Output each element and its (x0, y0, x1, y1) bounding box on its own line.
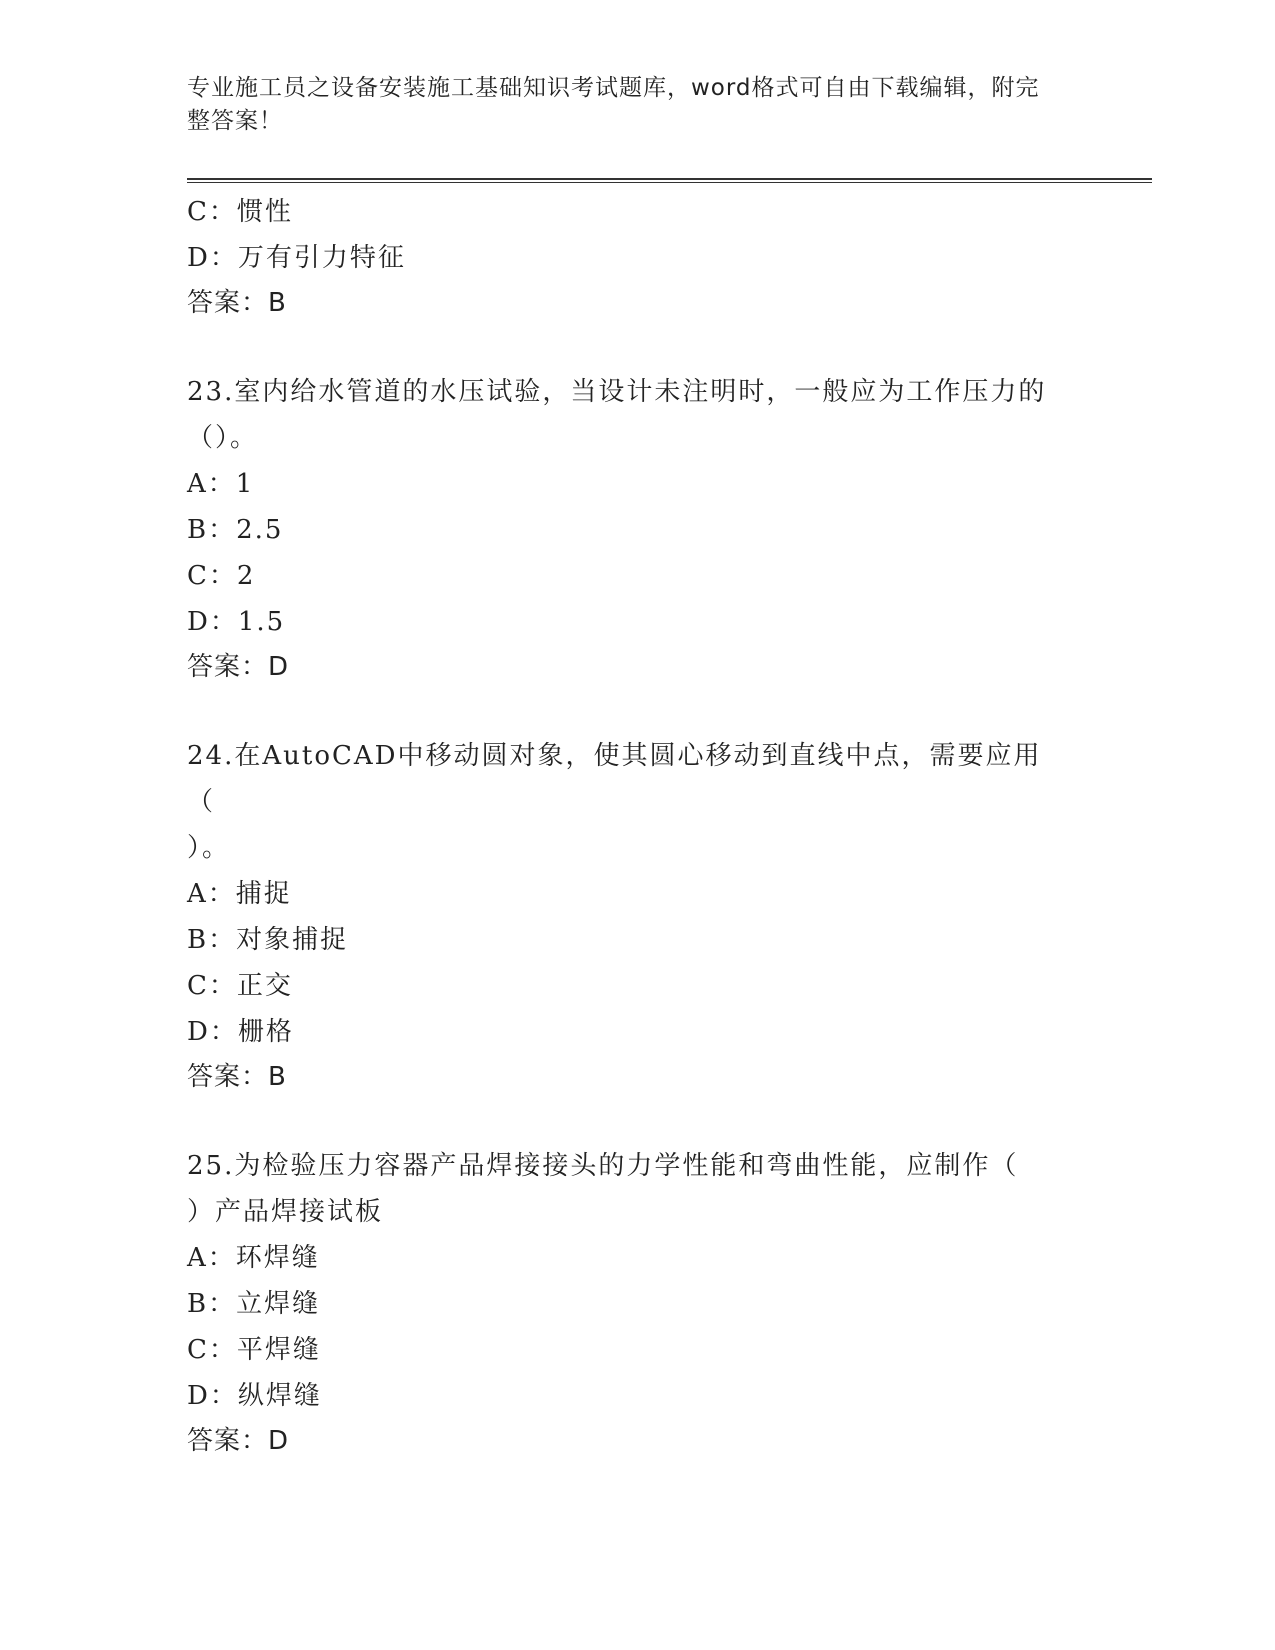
option-a: A：环焊缝 (187, 1243, 320, 1273)
option-b: B：立焊缝 (187, 1289, 321, 1319)
question-stem-line-2: （）。 (187, 423, 259, 453)
option-c: C：惯性 (187, 197, 293, 227)
header-title-line-1: 专业施工员之设备安装施工基础知识考试题库，word格式可自由下载编辑，附完 (187, 75, 1040, 101)
option-d: D：万有引力特征 (187, 243, 406, 273)
option-c: C：正交 (187, 971, 293, 1001)
header-divider-thin (187, 182, 1152, 183)
option-c: C：2 (187, 561, 256, 591)
option-d: D：栅格 (187, 1017, 294, 1047)
question-list (187, 189, 1087, 1463)
question-stem-line-2: ）产品焊接试板 (187, 1197, 384, 1227)
answer-line: 答案：B (187, 288, 287, 318)
header-title-line-2: 整答案！ (187, 108, 283, 134)
option-b: B：2.5 (187, 515, 284, 545)
document-header (187, 72, 1067, 138)
answer-line: 答案：B (187, 1062, 287, 1092)
header-divider-thick (187, 178, 1152, 180)
answer-line: 答案：D (187, 1426, 290, 1456)
question-stem-line-2: ）。 (187, 833, 231, 863)
question-23 (187, 369, 1087, 689)
question-22-tail (187, 189, 1087, 325)
question-stem (187, 369, 1067, 461)
option-b: B：对象捕捉 (187, 925, 349, 955)
question-stem (187, 733, 1067, 871)
answer-line: 答案：D (187, 652, 290, 682)
option-a: A：1 (187, 469, 255, 499)
option-d: D：1.5 (187, 607, 286, 637)
question-25 (187, 1143, 1087, 1463)
question-24 (187, 733, 1087, 1099)
option-c: C：平焊缝 (187, 1335, 321, 1365)
question-stem-line-1: 25.为检验压力容器产品焊接接头的力学性能和弯曲性能，应制作（ (187, 1151, 1019, 1181)
option-a: A：捕捉 (187, 879, 292, 909)
question-stem-line-1: 24.在AutoCAD中移动圆对象，使其圆心移动到直线中点，需要应用（ (187, 741, 1042, 817)
question-stem (187, 1143, 1067, 1235)
question-stem-line-1: 23.室内给水管道的水压试验，当设计未注明时，一般应为工作压力的 (187, 377, 1047, 407)
option-d: D：纵焊缝 (187, 1381, 322, 1411)
